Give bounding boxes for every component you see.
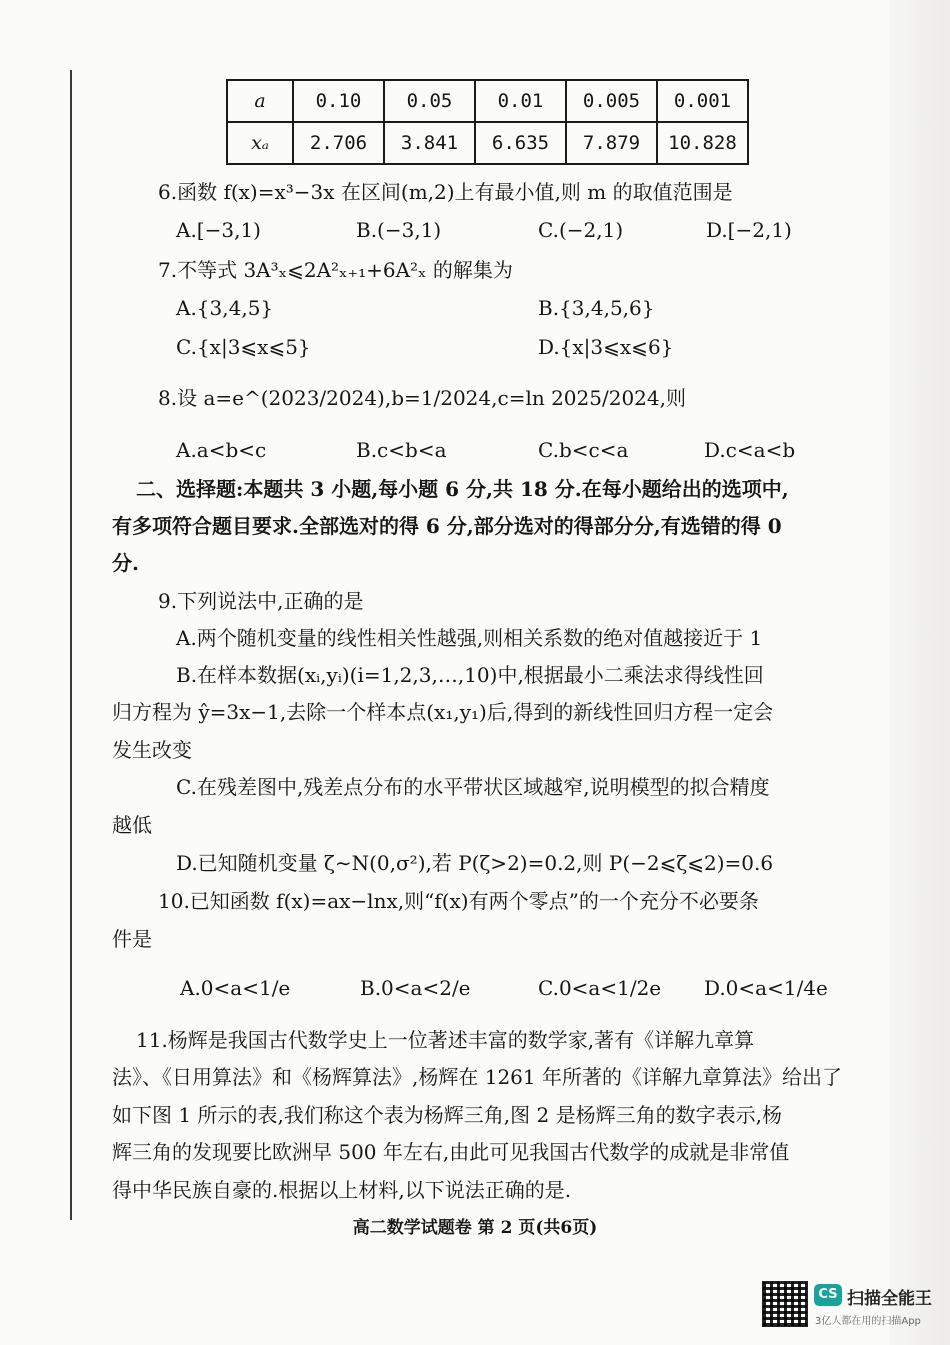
q7-option-b: B.{3,4,5,6} (538, 296, 655, 320)
q8-option-d: D.c<a<b (704, 438, 796, 462)
question-10-stem-line2: 件是 (112, 927, 152, 951)
q6-option-d: D.[−2,1) (706, 218, 792, 242)
q7-option-c: C.{x|3⩽x⩽5} (176, 335, 311, 359)
table-row (227, 80, 748, 122)
question-7-stem: 7.不等式 3A³ₓ⩽2A²ₓ₊₁+6A²ₓ 的解集为 (158, 258, 513, 282)
table-cell: 0.001 (657, 80, 748, 122)
question-11-line4: 辉三角的发现要比欧洲早 500 年左右,由此可见我国古代数学的成就是非常值 (112, 1140, 790, 1164)
question-11-line5: 得中华民族自豪的.根据以上材料,以下说法正确的是. (112, 1178, 572, 1202)
q9-option-c-line2: 越低 (112, 813, 152, 837)
q9-option-b-line3: 发生改变 (112, 738, 192, 762)
q9-option-a: A.两个随机变量的线性相关性越强,则相关系数的绝对值越接近于 1 (176, 626, 763, 650)
margin-line (70, 70, 72, 1220)
table-cell: 2.706 (293, 122, 384, 164)
question-11-stem: 11.杨辉是我国古代数学史上一位著述丰富的数学家,著有《详解九章算 (136, 1028, 755, 1052)
q8-option-b: B.c<b<a (356, 438, 447, 462)
page-footer: 高二数学试题卷 第 2 页(共6页) (352, 1218, 598, 1238)
section-2-heading-line3: 分. (112, 551, 139, 575)
question-9-stem: 9.下列说法中,正确的是 (158, 589, 364, 613)
question-6-stem: 6.函数 f(x)=x³−3x 在区间(m,2)上有最小值,则 m 的取值范围是 (158, 180, 733, 204)
table-cell: xₐ (227, 122, 293, 164)
question-8-stem: 8.设 a=e^(2023/2024),b=1/2024,c=ln 2025/2024,则 (158, 386, 686, 410)
q9-option-d: D.已知随机变量 ζ∼N(0,σ²),若 P(ζ>2)=0.2,则 P(−2⩽ζ⩽2)=0.6 (176, 851, 774, 875)
q9-option-c: C.在残差图中,残差点分布的水平带状区域越窄,说明模型的拟合精度 (176, 775, 770, 799)
page-edge-shadow (890, 0, 950, 1345)
table-row (227, 122, 748, 164)
qr-code-icon (762, 1281, 808, 1327)
question-11-line2: 法》、《日用算法》和《杨辉算法》,杨辉在 1261 年所著的《详解九章算法》给出了 (112, 1065, 842, 1089)
table-cell: 0.05 (384, 80, 475, 122)
q7-option-a: A.{3,4,5} (176, 296, 274, 320)
q10-option-c: C.0<a<1/2e (538, 976, 662, 1000)
table-cell: 0.10 (293, 80, 384, 122)
q10-option-d: D.0<a<1/4e (704, 976, 828, 1000)
q8-option-a: A.a<b<c (176, 438, 267, 462)
critical-value-table (226, 79, 749, 165)
question-11-line3: 如下图 1 所示的表,我们称这个表为杨辉三角,图 2 是杨辉三角的数字表示,杨 (112, 1103, 782, 1127)
q8-option-c: C.b<c<a (538, 438, 629, 462)
q10-option-a: A.0<a<1/e (180, 976, 291, 1000)
section-2-heading: 二、选择题:本题共 3 小题,每小题 6 分,共 18 分.在每小题给出的选项中, (136, 477, 789, 501)
q9-option-b: B.在样本数据(xᵢ,yᵢ)(i=1,2,3,…,10)中,根据最小二乘法求得线性回 (176, 663, 764, 687)
section-2-heading-line2: 有多项符合题目要求.全部选对的得 6 分,部分选对的得部分分,有选错的得 0 (112, 514, 782, 538)
camscanner-logo: CS (814, 1284, 842, 1306)
q6-option-c: C.(−2,1) (538, 218, 624, 242)
table-cell: a (227, 80, 293, 122)
q10-option-b: B.0<a<2/e (360, 976, 471, 1000)
q7-option-d: D.{x|3⩽x⩽6} (538, 335, 674, 359)
camscanner-slogan: 3亿人都在用的扫描App (815, 1316, 921, 1327)
table-cell: 0.01 (475, 80, 566, 122)
q9-option-b-line2: 归方程为 ŷ=3x−1,去除一个样本点(x₁,y₁)后,得到的新线性回归方程一定会 (112, 700, 774, 724)
table-cell: 7.879 (566, 122, 657, 164)
table-cell: 3.841 (384, 122, 475, 164)
question-10-stem: 10.已知函数 f(x)=ax−lnx,则“f(x)有两个零点”的一个充分不必要条 (158, 889, 759, 913)
camscanner-name: 扫描全能王 (847, 1289, 932, 1309)
table-cell: 0.005 (566, 80, 657, 122)
q6-option-a: A.[−3,1) (176, 218, 261, 242)
table-cell: 10.828 (657, 122, 748, 164)
q6-option-b: B.(−3,1) (356, 218, 442, 242)
table-cell: 6.635 (475, 122, 566, 164)
